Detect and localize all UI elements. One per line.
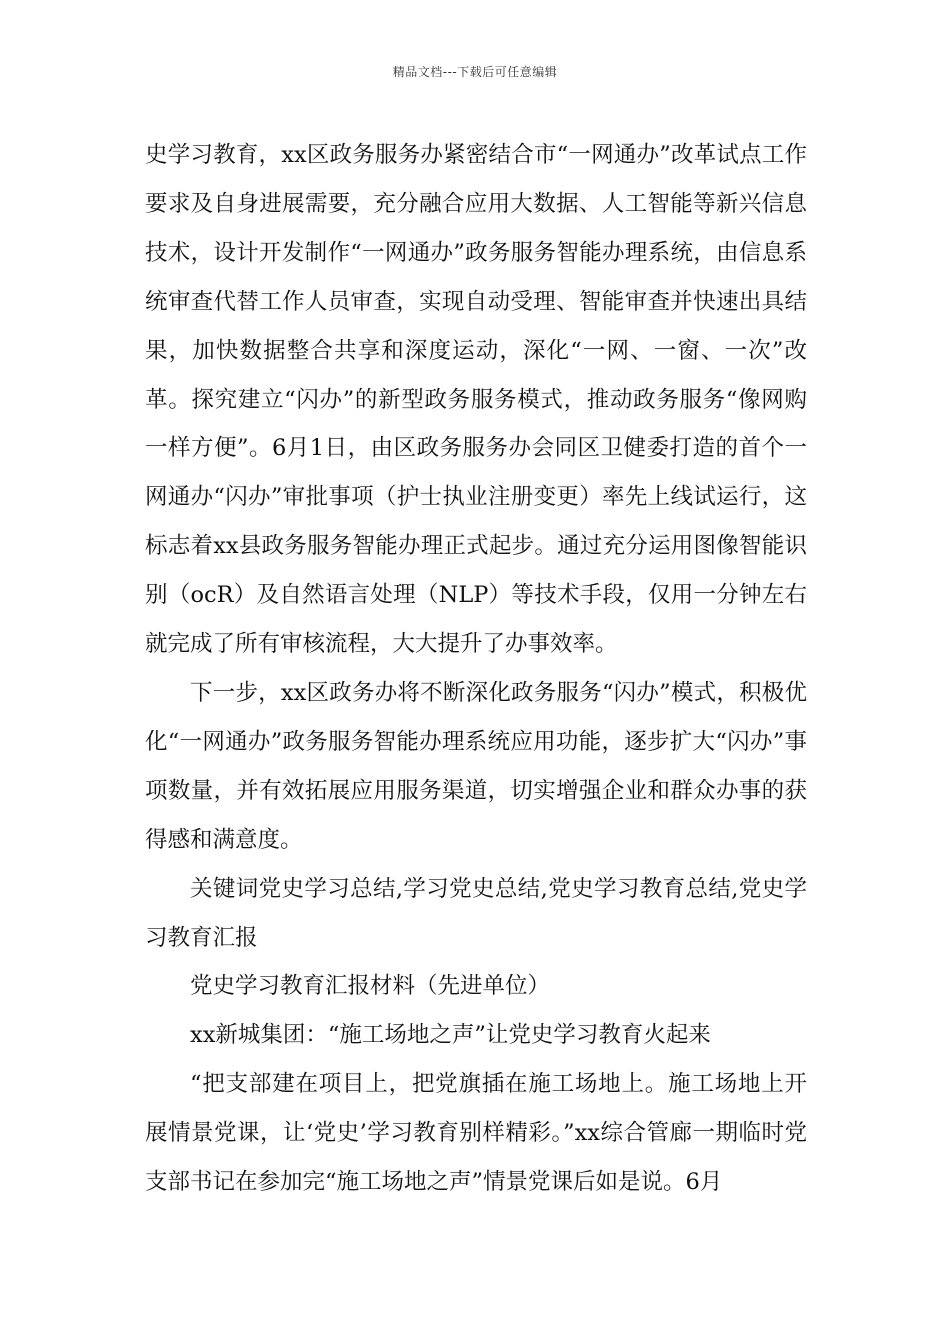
document-body [145,131,807,1207]
paragraph-next-step: 下一步，xx区政务办将不断深化政务服务“闪办”模式，积极优化“一网通办”政务服务智能办理系统应用功能，逐步扩大“闪办”事项数量，并有效拓展应用服务渠道，切实增强企业和群众办事的获得感和满意度。 [145,679,807,853]
paragraph-continued: 史学习教育，xx区政务服务办紧密结合市“一网通办”改革试点工作要求及自身进展需要，充分融合应用大数据、人工智能等新兴信息技术，设计开发制作“一网通办”政务服务智能办理系统，由信息系统审查代替工作人员审查，实现自动受理、智能审查并快速出具结果，加快数据整合共享和深度运动，深化“一网、一窗、一次”改革。探究建立“闪办”的新型政务服务模式，推动政务服务“像网购一样方便”。6月1日，由区政务服务办会同区卫健委打造的首个一网通办“闪办”审批事项（护士执业注册变更）率先上线试运行，这标志着xx县政务服务智能办理正式起步。通过充分运用图像智能识别（ocR）及自然语言处理（NLP）等技术手段，仅用一分钟左右就完成了所有审核流程，大大提升了办事效率。 [145,142,807,658]
page-header: 精品文档---下载后可任意编辑 [392,65,558,79]
paragraph-report-title: 党史学习教育汇报材料（先进单位） [190,973,551,1000]
paragraph-quote: “把支部建在项目上，把党旗插在施工场地上。施工场地上开展情景党课，让‘党史’学习教育别样精彩。”xx综合管廊一期临时党支部书记在参加完“施工场地之声”情景党课后如是说。6月 [145,1071,807,1196]
paragraph-keywords: 关键词党史学习总结,学习党史总结,党史学习教育总结,党史学习教育汇报 [145,875,807,951]
paragraph-section-title: xx新城集团：“施工场地之声”让党史学习教育火起来 [190,1022,711,1049]
